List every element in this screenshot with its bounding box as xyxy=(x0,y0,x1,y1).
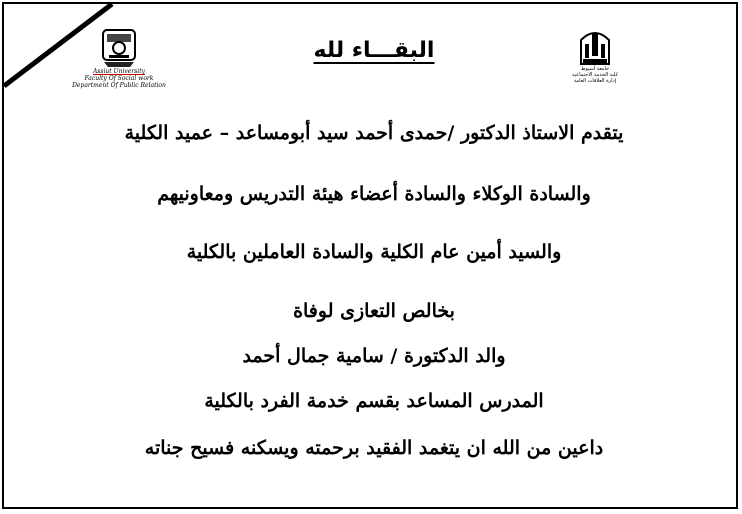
university-emblem-icon xyxy=(100,26,138,68)
faculty-logo xyxy=(560,26,630,84)
page-title: البقـــاء لله xyxy=(313,38,435,63)
university-name: Assiut University xyxy=(92,68,146,75)
body-line-2: والسادة الوكلاء والسادة أعضاء هيئة التدريس ومعاونيهم xyxy=(157,183,591,205)
body-line-4: بخالص التعازى لوفاة xyxy=(293,300,455,322)
department-name: Department Of Public Relation xyxy=(72,82,166,89)
condolence-card xyxy=(2,2,738,509)
body-line-6: المدرس المساعد بقسم خدمة الفرد بالكلية xyxy=(204,390,544,412)
faculty-emblem-icon xyxy=(575,26,615,66)
right-logo-line-3: إدارة العلاقات العامة xyxy=(573,78,617,84)
right-logo-caption xyxy=(560,66,630,84)
assiut-university-logo xyxy=(72,26,166,89)
body-line-3: والسيد أمين عام الكلية والسادة العاملين بالكلية xyxy=(186,241,562,263)
faculty-name: Faculty Of Social work xyxy=(84,75,154,82)
right-logo-line-1: جامعة أسيوط xyxy=(580,66,610,72)
right-logo-line-2: كلية الخدمة الاجتماعية xyxy=(572,72,618,78)
body-line-5: والد الدكتورة / سامية جمال أحمد xyxy=(242,345,506,367)
body-line-7: داعين من الله ان يتغمد الفقيد برحمته ويسكنه فسيح جناته xyxy=(144,437,604,459)
left-logo-caption xyxy=(64,68,174,89)
body-line-1: يتقدم الاستاذ الدكتور /حمدى أحمد سيد أبومساعد – عميد الكلية xyxy=(124,122,624,144)
